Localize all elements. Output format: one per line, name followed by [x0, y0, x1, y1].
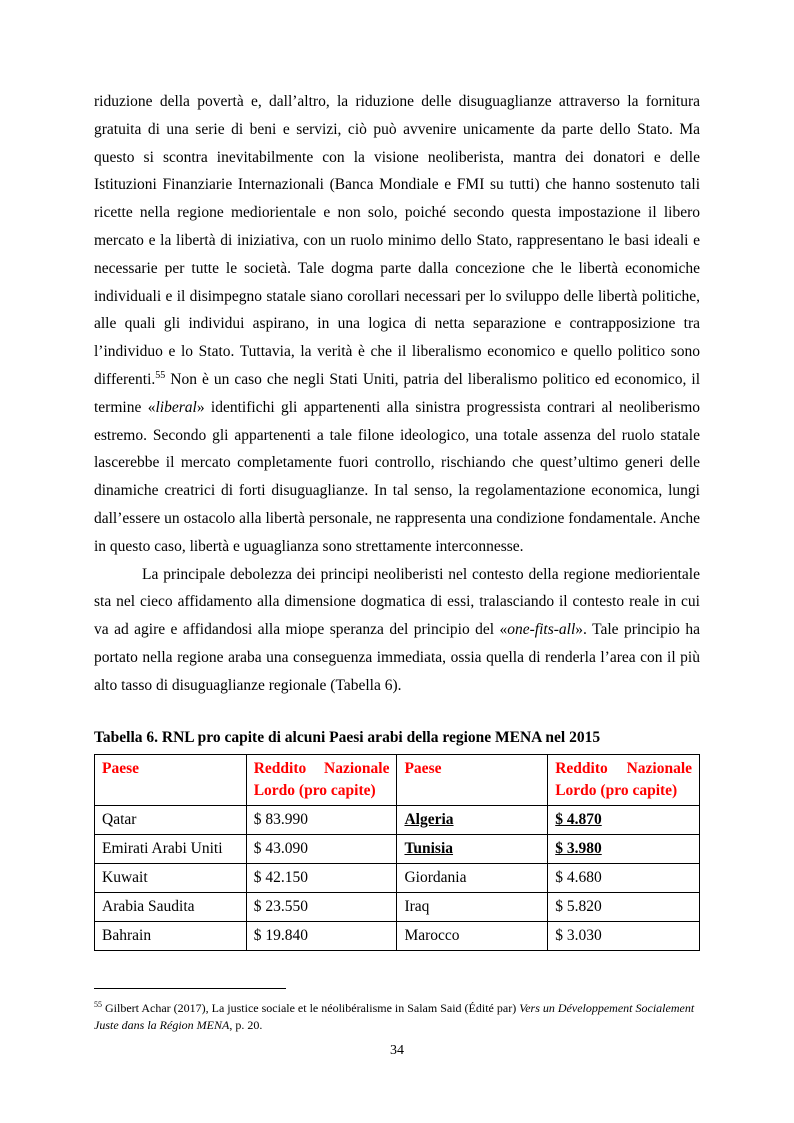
- gni-cell: $ 5.820: [548, 893, 700, 922]
- country-cell: Emirati Arabi Uniti: [95, 835, 247, 864]
- paragraph-1-end: » identifichi gli appartenenti alla sinistra progressista contrari al neoliberismo estremo. Secondo gli appartenenti a tale filone ideologico, una totale assenza del ruolo statale lascerebbe il mercato completamente fuori controllo, rischiando che quest’ultimo generi delle dinamiche creatrici di forti disuguaglianze. In tal senso, la regolamentazione economica, lungi dall’essere un ostacolo alla libertà personale, ne rappresenta una condizione fondamentale. Anche in questo caso, libertà e uguaglianza sono strettamente interconnesse.: [94, 398, 701, 555]
- table-row: [95, 922, 700, 951]
- country-cell: Iraq: [397, 893, 548, 922]
- one-fits-all-term: one-fits-all: [507, 621, 576, 639]
- gni-cell: $ 42.150: [246, 864, 397, 893]
- country-cell: Bahrain: [95, 922, 247, 951]
- footnote-text: Gilbert Achar (2017), La justice sociale et le néolibéralisme in Salam Said (Édité par): [102, 1001, 520, 1015]
- gni-cell: $ 83.990: [246, 806, 397, 835]
- page-number: 34: [390, 1043, 404, 1058]
- country-cell: Kuwait: [95, 864, 247, 893]
- paragraph-2-end: ». Tale principio ha portato nella regione araba una conseguenza immediata, ossia quella di renderla l’area con il più alto tasso di disuguaglianze regionale (Tabella 6).: [94, 621, 700, 694]
- table-row: [95, 864, 700, 893]
- footnote-separator: [94, 988, 286, 989]
- header-paese-1: Paese: [95, 755, 247, 806]
- country-cell: Arabia Saudita: [95, 893, 247, 922]
- header-reddito-1: Reddito Nazionale Lordo (pro capite): [246, 755, 397, 806]
- table-row: [95, 893, 700, 922]
- footnote-number: 55: [94, 1000, 102, 1009]
- footnote-title: Vers un Développement Socialement Juste dans la Région MENA: [94, 1001, 695, 1032]
- footnote: [94, 996, 700, 1034]
- gni-cell-highlighted: $ 3.980: [548, 835, 700, 864]
- footnote-reference[interactable]: 55: [155, 369, 166, 381]
- gni-cell: $ 4.680: [548, 864, 700, 893]
- table-row: [95, 835, 700, 864]
- table-row: [95, 806, 700, 835]
- gni-cell: $ 43.090: [246, 835, 397, 864]
- table-header-row: [95, 755, 700, 806]
- body-text: [94, 88, 700, 700]
- gni-cell: $ 3.030: [548, 922, 700, 951]
- country-cell: Giordania: [397, 864, 548, 893]
- paragraph-2-text: La principale debolezza dei principi neoliberisti nel contesto della regione mediorientale sta nel cieco affidamento alla dimensione dogmatica di essi, tralasciando il contesto reale in cui va ad agire e affidandosi alla miope speranza del principio del «: [94, 565, 700, 639]
- country-cell-highlighted: Algeria: [397, 806, 548, 835]
- header-paese-2: Paese: [397, 755, 548, 806]
- liberal-term: liberal: [155, 398, 197, 416]
- header-reddito-2: Reddito Nazionale Lordo (pro capite): [548, 755, 700, 806]
- paragraph-1: [94, 88, 700, 561]
- paragraph-2: [94, 561, 700, 700]
- table-caption: Tabella 6. RNL pro capite di alcuni Paesi arabi della regione MENA nel 2015: [94, 729, 601, 746]
- footnote-text-end: , p. 20.: [229, 1018, 263, 1032]
- country-cell: Qatar: [95, 806, 247, 835]
- country-cell-highlighted: Tunisia: [397, 835, 548, 864]
- gni-cell: $ 23.550: [246, 893, 397, 922]
- country-cell: Marocco: [397, 922, 548, 951]
- gni-table: [94, 754, 700, 951]
- paragraph-1-text: riduzione della povertà e, dall’altro, la riduzione delle disuguaglianze attraverso la fornitura gratuita di una serie di beni e servizi, ciò può avvenire unicamente da parte dello Stato. Ma questo si scontra inevitabilmente con la visione neoliberista, mantra dei donatori e delle Istituzioni Finanziarie Internazionali (Banca Mondiale e FMI su tutti) che hanno sostenuto tali ricette nella regione mediorientale e non solo, poiché secondo questa impostazione il libero mercato e la libertà di iniziativa, con un ruolo minimo dello Stato, rappresentano le basi ideali e necessarie per tutte le società. Tale dogma parte dalla concezione che le libertà economiche individuali e il disimpegno statale siano corollari necessari per lo sviluppo delle libertà politiche, alle quali gli individui aspirano, in una logica di netta separazione e contrapposizione tra l’individuo e lo Stato. Tuttavia, la verità è che il liberalismo economico e quello politico sono differenti.: [94, 93, 700, 388]
- paragraph-1-continued: Non è un caso che negli Stati Uniti, patria del liberalismo politico ed economico, il termine «: [94, 370, 700, 416]
- gni-cell-highlighted: $ 4.870: [548, 806, 700, 835]
- gni-cell: $ 19.840: [246, 922, 397, 951]
